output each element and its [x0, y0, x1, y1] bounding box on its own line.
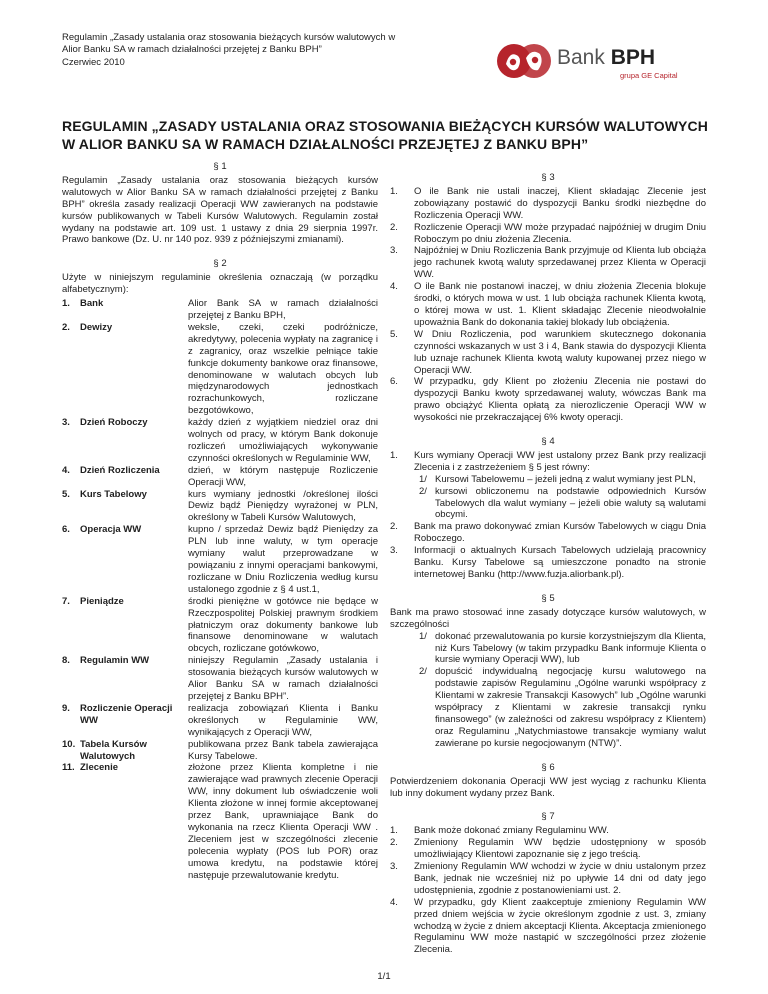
list-item: 1. O ile Bank nie ustali inaczej, Klient składając Zlecenie jest zobowiązany postawić do dyspozycji Banku środki niezbędne do Rozliczenia Operacji WW.	[390, 185, 706, 221]
definition-desc: kurs wymiany jednostki /określonej ilości Dewiz bądź Pieniędzy wyrażonej w PLN, określony w Tabeli Kursów Walutowych,	[188, 488, 378, 524]
definition-desc: realizacja zobowiązań Klienta i Banku określonych w Regulaminie WW, wynikających z Operacji WW,	[188, 702, 378, 738]
sub-item: 2/ dopuścić indywidualną negocjację kursu walutowego na podstawie zapisów Regulaminu „Ogólne warunki współpracy z Klientami w zakresie Transakcji Kasowych” lub „Ogólne warunki współpracy z Klientami w zakresie transakcji rynku finansowego” (w zależności od zakresu współpracy z Klientem) oraz Regulaminu „Natychmiastowe transakcje wymiany walut zawierane po kursie negocjowanym (NTW)”.	[419, 666, 706, 749]
list-item: 1. Kurs wymiany Operacji WW jest ustalony przez Bank przy realizacji Zlecenia i z zastrzeżeniem § 5 jest równy:	[390, 449, 706, 473]
section-heading: § 1	[213, 161, 227, 172]
definition-term: 8. Regulamin WW	[62, 655, 150, 667]
section-heading: § 4	[541, 436, 555, 448]
sub-item: 2/ kursowi obliczonemu na podstawie odpowiednich Kursów Tabelowych dla walut wymiany – jeżeli obie waluty są walutami obcymi.	[419, 485, 706, 521]
section-heading: § 3	[541, 172, 555, 183]
section-heading: § 6	[541, 761, 555, 773]
definition-desc: złożone przez Klienta kompletne i nie zawierające wad prawnych zlecenie Operacji WW, inny dokument lub oświadczenie woli Klienta złożone w innej formie akceptowanej przez Bank, uprawniające Bank do wykonania na rzecz Klienta Operacji WW . Zleceniem jest w szczególności zlecenie polecenia wypłaty (POS lub POR) oraz umowa kredytu, na podstawie której następuje przewalutowanie kredytu.	[188, 762, 378, 881]
list-item: 3. Informacji o aktualnych Kursach Tabelowych udzielają pracownicy Banku. Kursy Tabelowe są umieszczone ponadto na stronie internetowej Banku (http://www.fuzja.aliorbank.pl).	[390, 545, 706, 580]
page-number: 1/1	[377, 971, 391, 982]
definition-term: 9. Rozliczenie Operacji WW	[62, 702, 173, 726]
section-2-intro: Użyte w niniejszym regulaminie określenia oznaczają (w porządku alfabetycznym):	[62, 272, 378, 296]
section-4-list	[390, 450, 706, 474]
definition-desc: każdy dzień z wyjątkiem niedziel oraz dni wolnych od pracy, w którym Bank dokonuje rozliczeń umożliwiających wykonywanie czynności określonych w Regulaminie WW,	[188, 417, 378, 464]
definition-desc: publikowana przez Bank tabela zawierająca Kursy Tabelowe.	[188, 738, 378, 762]
list-item: 1. Bank może dokonać zmiany Regulaminu WW.	[390, 825, 609, 837]
left-column	[62, 161, 378, 881]
list-item: 2. Rozliczenie Operacji WW może przypadać najpóźniej w drugim Dniu Roboczym po dniu złożenia Zlecenia.	[390, 221, 706, 245]
document-header-meta	[62, 32, 442, 69]
section-7-list	[390, 825, 706, 956]
header-line: Alior Banku SA w ramach działalności przejętej z Banku BPH”	[62, 44, 322, 56]
section-5-intro: Bank ma prawo stosować inne zasady dotyczące kursów walutowych, w szczególności	[390, 606, 706, 630]
section-heading: § 5	[541, 592, 555, 604]
section-4-list-rest	[390, 521, 706, 581]
logo-subtitle: grupa GE Capital	[620, 71, 678, 80]
definition-term: 1. Bank	[62, 298, 104, 310]
definition-term: 4. Dzień Rozliczenia	[62, 464, 160, 476]
bank-bph-logo	[496, 40, 676, 82]
definition-desc: kupno / sprzedaż Dewiz bądź Pieniędzy za PLN lub inne waluty, w tym operacje wymiany walut przeprowadzane w powiązaniu z innymi operacjami bankowymi, rozliczane w Dniu Rozliczenia według kursu ustalonego zgodnie z § 4 ust.1,	[188, 524, 378, 595]
definition-term: 6. Operacja WW	[62, 524, 142, 536]
right-column	[390, 172, 706, 956]
definition-term: 10. Tabela Kursów Walutowych	[62, 738, 147, 762]
header-line: Regulamin „Zasady ustalania oraz stosowania bieżących kursów walutowych w	[62, 32, 396, 43]
definition-term: 5. Kurs Tabelowy	[62, 488, 147, 500]
document-title: REGULAMIN „ZASADY USTALANIA ORAZ STOSOWANIA BIEŻĄCYCH KURSÓW WALUTOWYCH W ALIOR BANKU SA W RAMACH DZIAŁALNOŚCI PRZEJĘTEJ Z BANKU BPH”	[62, 118, 708, 152]
definition-term: 3. Dzień Roboczy	[62, 417, 148, 429]
definition-desc: weksle, czeki, czeki podróżnicze, akredytywy, polecenia wypłaty na zagranicę i z zagranicy, oraz wszelkie pełniące takie funkcje dokumenty bankowe oraz finansowe, denominowane w walutach obcych lub międzynarodowych jednostkach rozrachunkowych, rozliczane bezgotówkowo,	[188, 321, 378, 417]
list-item: 5. W Dniu Rozliczenia, pod warunkiem skutecznego dokonania czynności wskazanych w ust 3 i 4, Bank stawia do dyspozycji Klienta lub uznaje rachunek Klienta kwotą waluty kupowanej przez niego w Operacji WW.	[390, 328, 706, 376]
sub-item: 1/ dokonać przewalutowania po kursie korzystniejszym dla Klienta, niż Kurs Tabelowy (w takim przypadku Bank informuje Klienta o kursie wymiany Operacji WW), lub	[419, 630, 706, 666]
section-heading: § 7	[541, 811, 555, 823]
definition-desc: środki pieniężne w gotówce nie będące w Rzeczpospolitej Polskiej prawnym środkiem płatniczym oraz dokumenty bankowe lub finansowe denominowane w walutach obcych, rozliczane gotówkowo,	[188, 595, 378, 655]
definition-desc: dzień, w którym następuje Rozliczenie Operacji WW,	[188, 464, 378, 488]
section-6-text: Potwierdzeniem dokonania Operacji WW jest wyciąg z rachunku Klienta lub inny dokument wydany przez Bank.	[390, 775, 706, 799]
definitions-list	[62, 298, 378, 881]
list-item: 6. W przypadku, gdy Klient po złożeniu Zlecenia nie postawi do dyspozycji Banku kwoty sprzedawanej waluty, wówczas Bank ma prawo obciążyć Klienta opłatą za nierozliczenie Operacji WW w wysokości nie przekraczającej 6% kwoty operacji.	[390, 376, 706, 424]
list-item: 4. O ile Bank nie postanowi inaczej, w dniu złożenia Zlecenia blokuje środki, o których mowa w ust. 1 lub obciąża rachunek Klienta kwotą, o której mowa w ust. 1. Klient składając Zlecenie nieodwołalnie upoważnia Bank do dokonania takiej blokady lub obciążenia.	[390, 281, 706, 328]
definition-term: 2. Dewizy	[62, 321, 113, 333]
bph-logo-mark-icon	[496, 40, 552, 82]
definition-term: 7. Pieniądze	[62, 595, 124, 607]
header-line: Czerwiec 2010	[62, 56, 125, 68]
section-heading: § 2	[213, 258, 227, 270]
list-item: 2. Bank ma prawo dokonywać zmian Kursów Tabelowych w ciągu Dnia Roboczego.	[390, 521, 706, 545]
list-item: 3. Najpóźniej w Dniu Rozliczenia Bank przyjmuje od Klienta lub obciąża jego rachunek kwotą waluty sprzedawanej przez Klienta w Operacji WW.	[390, 245, 706, 281]
list-item: 2. Zmieniony Regulamin WW będzie udostępniony w sposób umożliwiający Klientowi zapoznanie się z jego treścią.	[390, 837, 706, 861]
list-item: 3. Zmieniony Regulamin WW wchodzi w życie w dniu ustalonym przez Bank, jednak nie wcześniej niż po upływie 14 dni od daty jego udostępnienia, zgodnie z postanowieniami ust. 2.	[390, 861, 706, 896]
sub-item: 1/ Kursowi Tabelowemu – jeżeli jedną z walut wymiany jest PLN,	[419, 473, 696, 485]
definition-desc: niniejszy Regulamin „Zasady ustalania i stosowania bieżących kursów walutowych w Alior Banku SA w ramach działalności przejętej z Banku BPH”.	[188, 655, 378, 702]
logo-wordmark: Bank BPH	[557, 46, 656, 69]
list-item: 4. W przypadku, gdy Klient zaakceptuje zmieniony Regulamin WW przed dniem wejścia w życie określonym zgodnie z ust. 3, zmiany wchodzą w życie z dniem akceptacji Klienta. Akceptacja zmienionego Regulaminu WW może nastąpić w szczególności przez złożenie Zlecenia.	[390, 896, 706, 956]
section-1-text: Regulamin „Zasady ustalania oraz stosowania bieżących kursów walutowych w Alior Banku SA w ramach działalności przejętej z Banku BPH” określa zasady realizacji Operacji WW zawieranych na podstawie kursów publikowanych w Tabeli Kursów Walutowych. Regulamin został wydany na podstawie art. 109 ust. 1 ustawy z dnia 29 sierpnia 1997r. Prawo bankowe (Dz. U. nr 140 poz. 939 z późniejszymi zmianami).	[62, 174, 378, 246]
definition-term: 11. Zlecenie	[62, 762, 119, 774]
definition-desc: Alior Bank SA w ramach działalności przejętej z Banku BPH,	[188, 298, 378, 321]
section-3-list	[390, 186, 706, 424]
